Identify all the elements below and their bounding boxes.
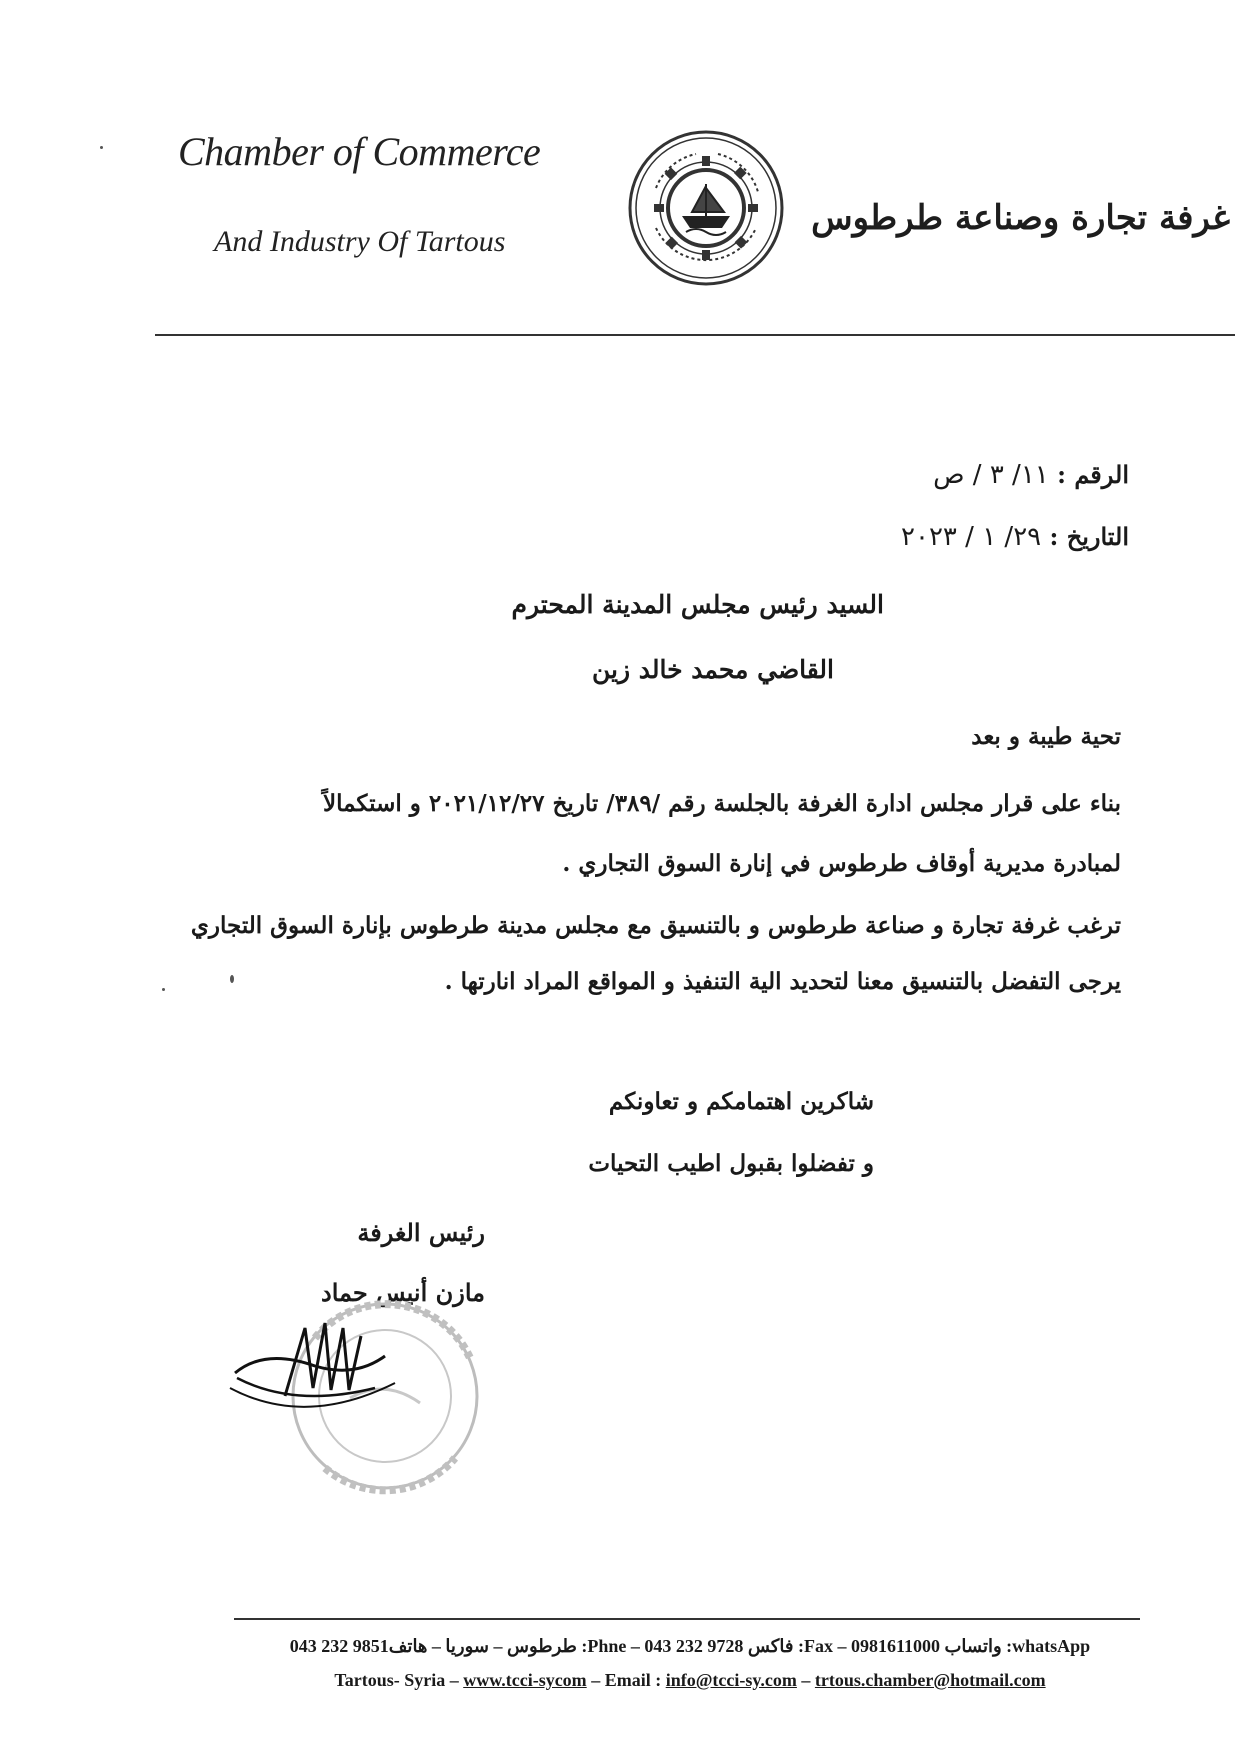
letterhead-title-en: Chamber of Commerce (178, 129, 541, 174)
letterhead-divider (155, 334, 1235, 336)
addressee-title: السيد رئيس مجلس المدينة المحترم (511, 590, 884, 619)
closing-thanks: شاكرين اهتمامكم و تعاونكم (608, 1088, 874, 1115)
footer-divider (234, 1618, 1140, 1620)
footer-separator: – (796, 1670, 815, 1690)
signatory-role: رئيس الغرفة (357, 1218, 485, 1247)
reference-date-value: ٢٩/ ١ / ٢٠٢٣ (901, 522, 1042, 552)
footer-contact-line: طرطوس – سوريا – هاتف9851 232 043 :Phne – فاكس 9728 232 043 :Fax – واتساب 0981611000 :whatsApp (289, 1636, 1091, 1656)
closing-regards: و تفضلوا بقبول اطيب التحيات (588, 1150, 874, 1177)
reference-number-line (569, 460, 1129, 490)
stamp-and-signature-icon (225, 1278, 495, 1498)
footer-location: Tartous- Syria – (334, 1670, 464, 1690)
signatory-name: مازن أنيس حماد (321, 1278, 485, 1307)
scan-speck (162, 988, 165, 991)
reference-date-line (569, 522, 1129, 552)
body-paragraph-1: بناء على قرار مجلس ادارة الغرفة بالجلسة رقم /٣٨٩/ تاريخ ٢٠٢١/١٢/٢٧ و استكمالاً (323, 790, 1121, 817)
greeting: تحية طيبة و بعد (971, 723, 1121, 750)
scan-speck (100, 146, 103, 149)
body-paragraph-3: ترغب غرفة تجارة و صناعة طرطوس و بالتنسيق مع مجلس مدينة طرطوس بإنارة السوق التجاري (190, 912, 1121, 939)
reference-date-label: التاريخ : (1049, 522, 1129, 551)
reference-number-value: ١١/ ٣ / ص (933, 460, 1049, 490)
footer-email-link-2[interactable]: trtous.chamber@hotmail.com (814, 1670, 1046, 1690)
chamber-logo-icon (626, 128, 786, 288)
body-paragraph-2: لمبادرة مديرية أوقاف طرطوس في إنارة السوق التجاري . (562, 850, 1121, 877)
letterhead-subtitle-en: And Industry Of Tartous (214, 225, 506, 258)
footer-website-link[interactable]: www.tcci-sycom (463, 1670, 587, 1690)
addressee-name: القاضي محمد خالد زين (592, 655, 834, 684)
footer-email-link-1[interactable]: info@tcci-sy.com (665, 1670, 797, 1690)
body-paragraph-4: يرجى التفضل بالتنسيق معنا لتحديد الية التنفيذ و المواقع المراد انارتها . (444, 968, 1121, 995)
footer-email-label: – Email : (586, 1670, 666, 1690)
letterhead-title-ar: غرفة تجارة وصناعة طرطوس (811, 198, 1230, 238)
scan-speck (230, 975, 234, 983)
footer-web-line (240, 1670, 1140, 1691)
reference-number-label: الرقم : (1057, 460, 1129, 489)
